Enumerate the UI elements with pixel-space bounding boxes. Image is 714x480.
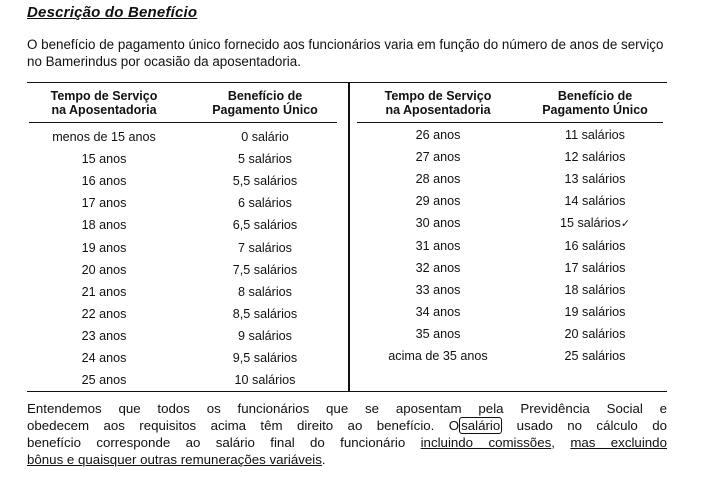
table-cell-benefit: 5,5 salários bbox=[232, 174, 298, 189]
closing-line-4-end: . bbox=[321, 452, 326, 467]
closing-line-2-end: usado no cálculo do bbox=[516, 418, 667, 433]
table-cell-service: 31 anos bbox=[415, 238, 461, 253]
header-benefit-line2: Pagamento Único bbox=[542, 103, 648, 117]
table-cell-service: 18 anos bbox=[81, 218, 127, 233]
table-cell-service: 25 anos bbox=[81, 373, 127, 388]
table-cell-benefit: 0 salário bbox=[241, 130, 289, 144]
table-cell-benefit: 7 salários bbox=[238, 240, 292, 255]
header-rule-left bbox=[29, 122, 337, 123]
table-cell-benefit: 8 salários bbox=[238, 284, 292, 299]
table-cell-benefit: 16 salários bbox=[564, 238, 626, 253]
table-cell-service: 16 anos bbox=[81, 174, 127, 189]
table-cell-benefit: 19 salários bbox=[564, 304, 626, 319]
table-cell-benefit: 9,5 salários bbox=[232, 351, 298, 365]
table-cell-service: 22 anos bbox=[81, 306, 127, 321]
table-cell-service: 26 anos bbox=[415, 128, 461, 142]
closing-paragraph bbox=[27, 400, 667, 468]
header-benefit-line2: Pagamento Único bbox=[212, 103, 318, 117]
table-cell-benefit: 9 salários bbox=[238, 328, 292, 343]
table-cell-service: 35 anos bbox=[415, 326, 461, 341]
table-cell-benefit: 10 salários bbox=[234, 373, 296, 388]
table-cell-service: 15 anos bbox=[81, 152, 127, 167]
closing-line-3 bbox=[27, 434, 667, 451]
header-service-right bbox=[363, 89, 513, 117]
table-cell-benefit: 14 salários bbox=[564, 194, 626, 209]
table-cell-service: 23 anos bbox=[81, 328, 127, 343]
table-cell-benefit: 8,5 salários bbox=[232, 306, 298, 321]
header-benefit-right bbox=[525, 89, 665, 117]
table-cell-service: 33 anos bbox=[415, 282, 461, 297]
header-service-line2: na Aposentadoria bbox=[385, 103, 491, 117]
table-cell-service: 27 anos bbox=[415, 150, 461, 165]
table-cell-benefit: 6 salários bbox=[238, 196, 292, 211]
table-cell-service: menos de 15 anos bbox=[52, 130, 156, 144]
table-cell-service: acima de 35 anos bbox=[388, 349, 488, 363]
closing-line-2-start: obedecem aos requisitos acima têm direito ao benefício. O bbox=[27, 418, 460, 433]
handwritten-check-mark: ✓ bbox=[620, 218, 631, 231]
table-cell-benefit: 25 salários bbox=[564, 349, 626, 363]
table-right-half bbox=[351, 83, 667, 391]
table-cell-benefit: 7,5 salários bbox=[232, 262, 298, 277]
header-benefit-left bbox=[195, 89, 335, 117]
table-cell-service: 28 anos bbox=[415, 172, 461, 187]
section-title: Descrição do Benefício bbox=[27, 4, 198, 21]
closing-line-3-comma: , bbox=[551, 435, 555, 450]
table-cell-benefit: 20 salários bbox=[564, 326, 626, 341]
table-cell-benefit: 5 salários bbox=[238, 152, 292, 167]
boxed-word: salário bbox=[461, 418, 501, 433]
header-service-line1: Tempo de Serviço bbox=[384, 89, 492, 103]
table-cell-service: 32 anos bbox=[415, 260, 461, 275]
table-cell-benefit: 13 salários bbox=[564, 172, 626, 187]
table-cell-benefit: 6,5 salários bbox=[232, 218, 298, 233]
header-service-line2: na Aposentadoria bbox=[51, 103, 157, 117]
table-cell-service: 17 anos bbox=[81, 196, 127, 211]
table-cell-service: 30 anos bbox=[415, 216, 461, 231]
header-rule-right bbox=[357, 122, 663, 123]
closing-line-3-start: benefício corresponde ao salário final do funcionário bbox=[27, 435, 406, 450]
table-cell-service: 24 anos bbox=[81, 351, 127, 365]
closing-line-1: Entendemos que todos os funcionários que se aposentam pela Previdência Social e bbox=[27, 401, 667, 416]
header-service-line1: Tempo de Serviço bbox=[50, 89, 158, 103]
table-cell-benefit: 12 salários bbox=[564, 150, 626, 165]
table-cell-service: 34 anos bbox=[415, 304, 461, 319]
table-left-half bbox=[27, 83, 349, 391]
header-benefit-line1: Benefício de bbox=[557, 89, 633, 103]
benefit-table bbox=[27, 82, 667, 392]
table-cell-benefit: 18 salários bbox=[564, 282, 626, 297]
table-cell-service: 29 anos bbox=[415, 194, 461, 209]
table-cell-service: 20 anos bbox=[81, 262, 127, 277]
table-cell-benefit: 17 salários bbox=[564, 260, 626, 275]
header-benefit-line1: Benefício de bbox=[227, 89, 303, 103]
table-cell-service: 19 anos bbox=[81, 240, 127, 255]
underlined-including: incluindo comissões bbox=[420, 435, 552, 450]
intro-paragraph: O benefício de pagamento único fornecido aos funcionários varia em função do número de anos de serviço no Bamerindus por ocasião da aposentadoria. bbox=[27, 37, 664, 69]
closing-line-2 bbox=[27, 417, 667, 434]
closing-line-4 bbox=[27, 451, 667, 468]
table-cell-benefit: 11 salários bbox=[565, 128, 625, 142]
table-cell-benefit: 15 salários✓ bbox=[559, 216, 631, 231]
underlined-variable-pay: bônus e quaisquer outras remunerações variáveis bbox=[27, 452, 322, 467]
table-cell-service: 21 anos bbox=[81, 284, 127, 299]
underlined-excluding: mas excluindo bbox=[570, 435, 667, 450]
header-service-left bbox=[29, 89, 179, 117]
